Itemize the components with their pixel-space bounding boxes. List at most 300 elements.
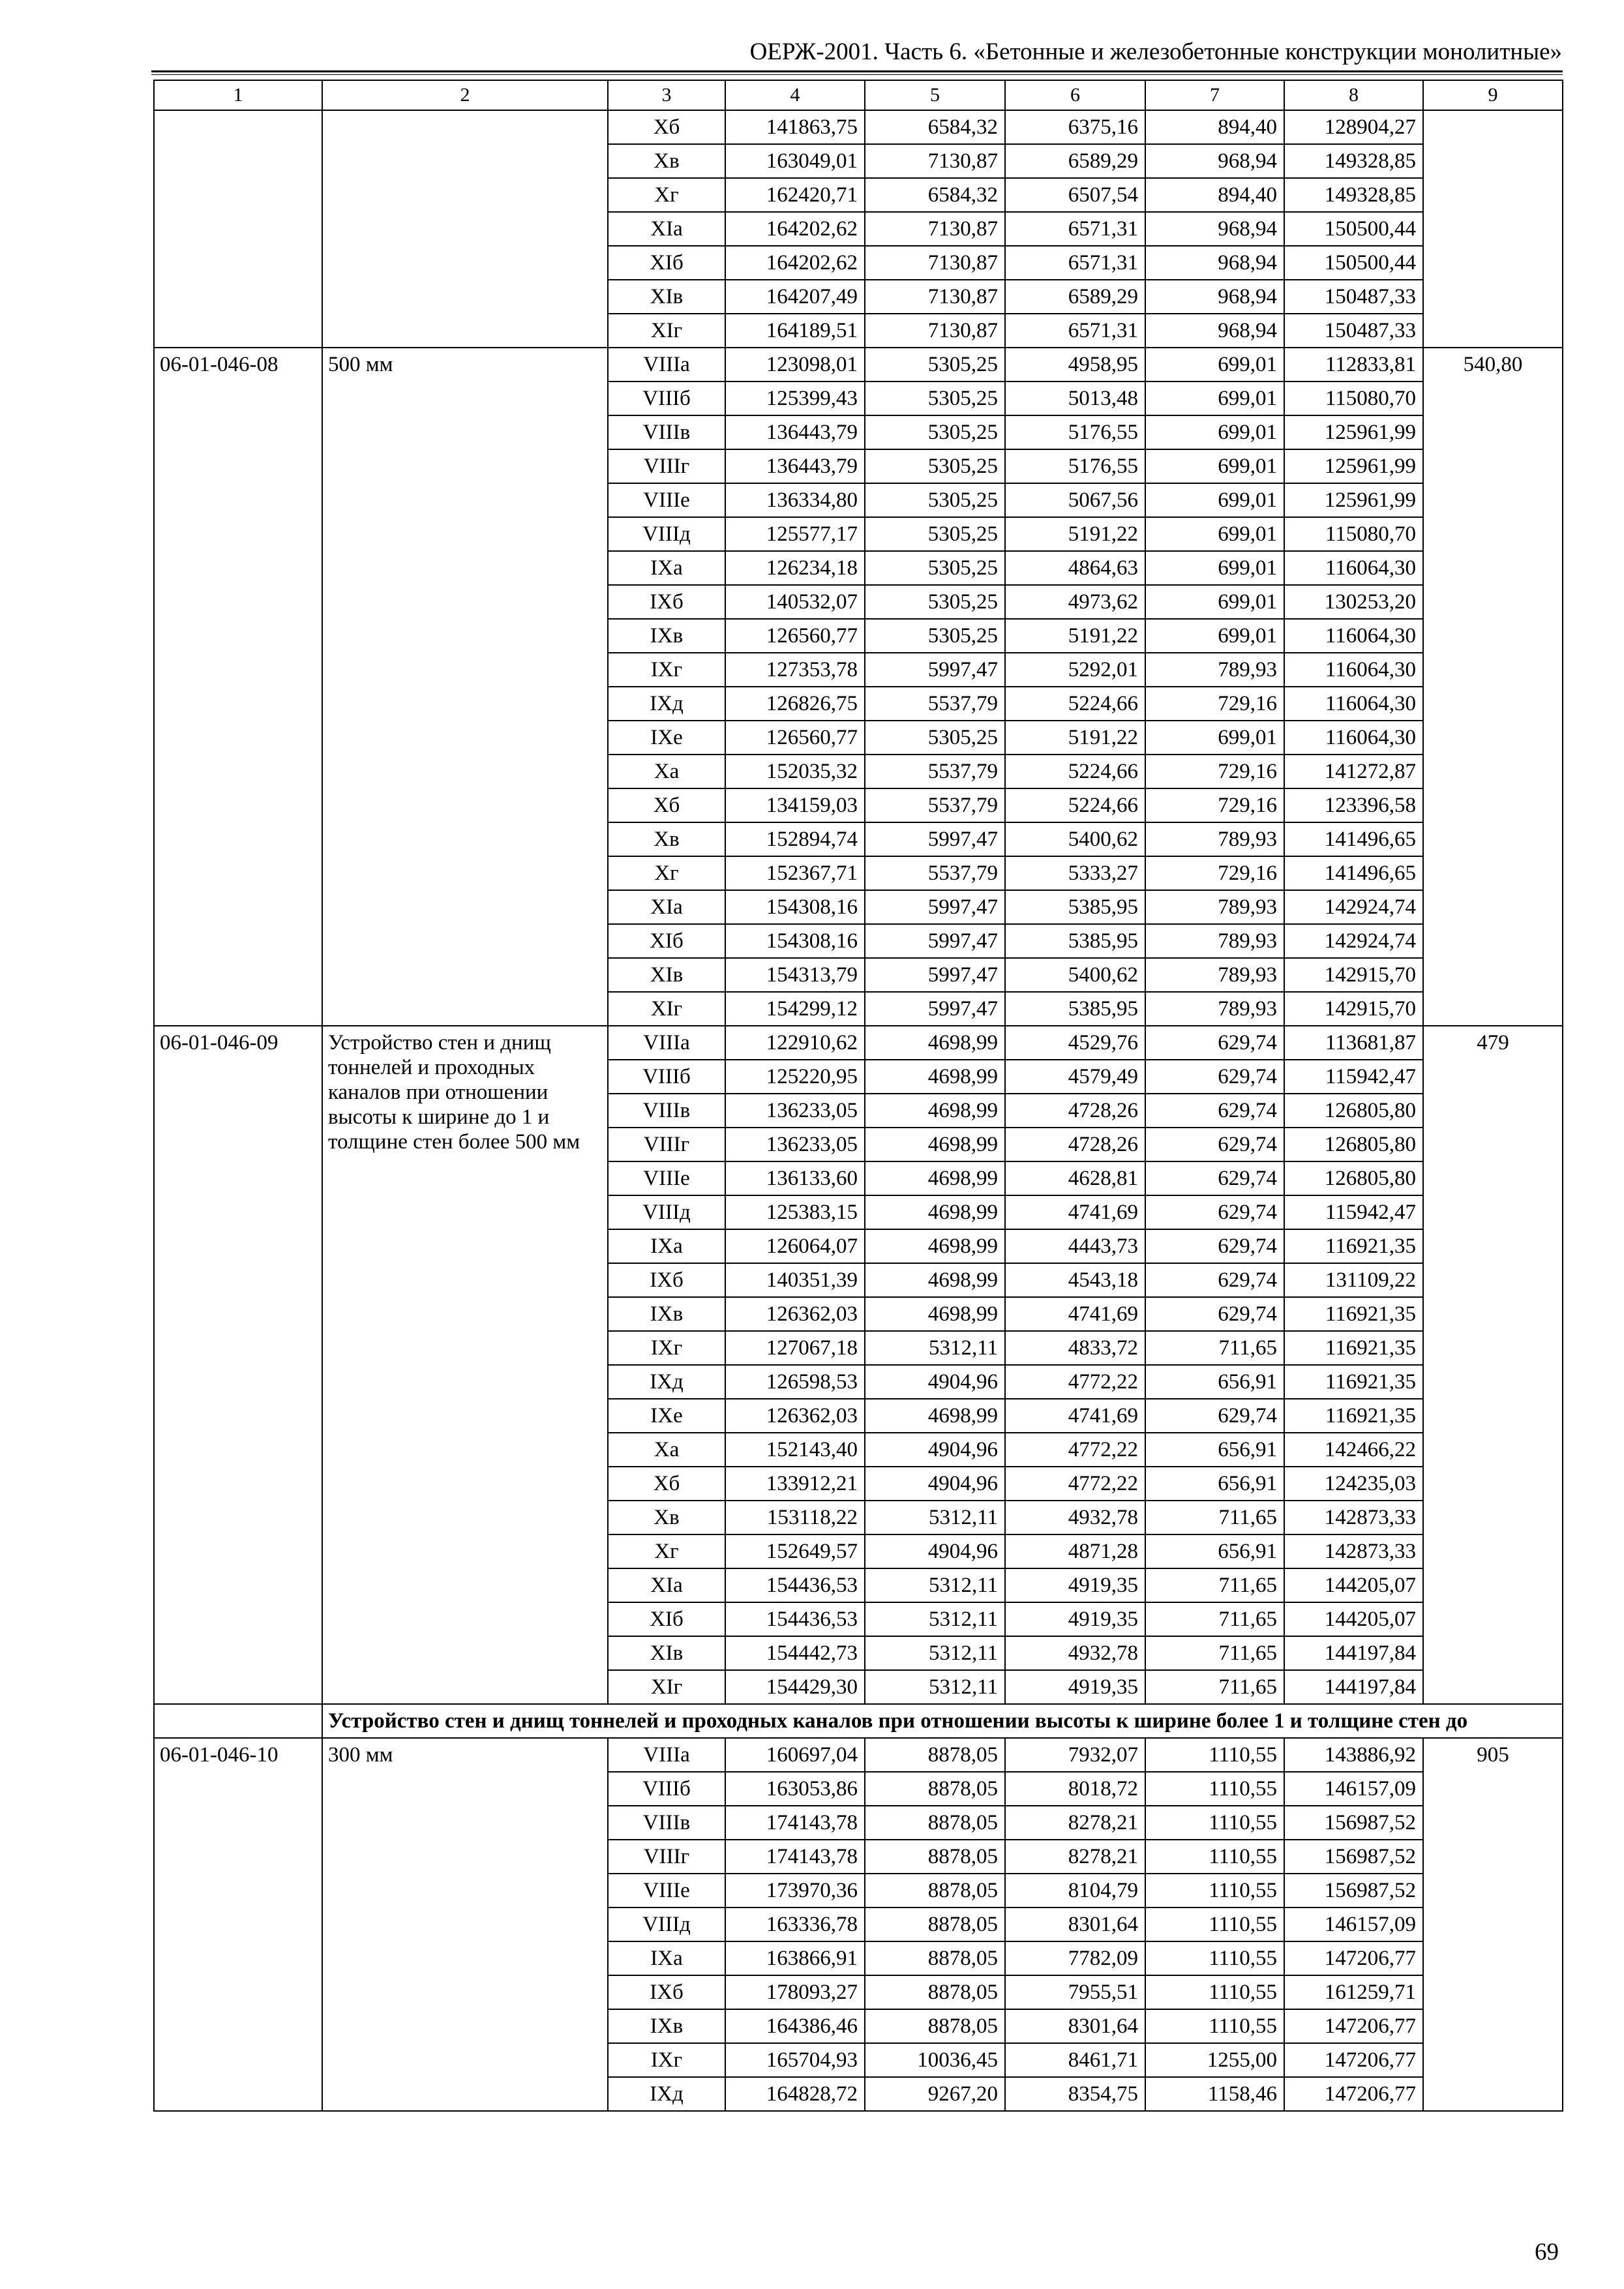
total-cost-cell: 173970,36 [725,1874,865,1908]
machinist-wages-cell: 789,93 [1145,653,1284,687]
machinist-wages-cell: 699,01 [1145,517,1284,551]
table-row [154,110,1563,144]
column-number: 9 [1423,80,1563,110]
wages-cell: 5997,47 [865,890,1005,924]
materials-cell: 147206,77 [1284,1941,1423,1975]
section-empty-cell [154,1704,322,1738]
wages-cell: 9267,20 [865,2077,1005,2111]
column-number-row [154,80,1563,110]
total-cost-cell: 164202,62 [725,246,865,280]
zone-cell: Хв [608,1501,725,1534]
running-header: ОЕРЖ-2001. Часть 6. «Бетонные и железобетонные конструкции монолитные» [749,38,1562,65]
machinist-wages-cell: 711,65 [1145,1602,1284,1636]
total-cost-cell: 125399,43 [725,382,865,415]
total-cost-cell: 125220,95 [725,1060,865,1094]
total-cost-cell: 163049,01 [725,144,865,178]
total-cost-cell: 134159,03 [725,788,865,822]
machines-cell: 7782,09 [1005,1941,1145,1975]
total-cost-cell: 154436,53 [725,1568,865,1602]
materials-cell: 116064,30 [1284,687,1423,721]
total-cost-cell: 136233,05 [725,1128,865,1161]
zone-cell: IХа [608,1941,725,1975]
machinist-wages-cell: 629,74 [1145,1161,1284,1195]
zone-cell: Хб [608,110,725,144]
machines-cell: 8104,79 [1005,1874,1145,1908]
machinist-wages-cell: 711,65 [1145,1331,1284,1365]
zone-cell: Хв [608,822,725,856]
machinist-wages-cell: 1110,55 [1145,1941,1284,1975]
total-cost-cell: 174143,78 [725,1840,865,1874]
machinist-wages-cell: 656,91 [1145,1534,1284,1568]
materials-cell: 126805,80 [1284,1161,1423,1195]
rate-code: 06-01-046-08 [154,348,322,1026]
total-cost-cell: 136233,05 [725,1094,865,1128]
total-cost-cell: 154308,16 [725,924,865,958]
machinist-wages-cell: 699,01 [1145,721,1284,755]
zone-cell: IХв [608,2009,725,2043]
wages-cell: 5312,11 [865,1636,1005,1670]
total-cost-cell: 164207,49 [725,280,865,314]
materials-cell: 146157,09 [1284,1772,1423,1806]
materials-cell: 131109,22 [1284,1263,1423,1297]
machines-cell: 4741,69 [1005,1399,1145,1433]
total-cost-cell: 126826,75 [725,687,865,721]
wages-cell: 4904,96 [865,1433,1005,1467]
total-cost-cell: 126064,07 [725,1229,865,1263]
zone-cell: VIIIг [608,1840,725,1874]
wages-cell: 4698,99 [865,1229,1005,1263]
machinist-wages-cell: 789,93 [1145,992,1284,1026]
materials-cell: 143886,92 [1284,1738,1423,1772]
total-cost-cell: 127353,78 [725,653,865,687]
machinist-wages-cell: 711,65 [1145,1670,1284,1704]
total-cost-cell: 163866,91 [725,1941,865,1975]
zone-cell: VIIIв [608,1806,725,1840]
machines-cell: 8278,21 [1005,1806,1145,1840]
total-cost-cell: 123098,01 [725,348,865,382]
total-cost-cell: 154436,53 [725,1602,865,1636]
wages-cell: 5305,25 [865,619,1005,653]
wages-cell: 5312,11 [865,1602,1005,1636]
rate-code: 06-01-046-10 [154,1738,322,2111]
section-title: Устройство стен и днищ тоннелей и проходных каналов при отношении высоты к ширине более 1 и толщине стен до [322,1704,1563,1738]
machines-cell: 4833,72 [1005,1331,1145,1365]
materials-cell: 142915,70 [1284,958,1423,992]
zone-cell: IХг [608,1331,725,1365]
machines-cell: 5191,22 [1005,517,1145,551]
total-cost-cell: 125383,15 [725,1195,865,1229]
machinist-wages-cell: 1110,55 [1145,1840,1284,1874]
materials-cell: 116064,30 [1284,619,1423,653]
machines-cell: 4772,22 [1005,1365,1145,1399]
total-cost-cell: 152894,74 [725,822,865,856]
machines-cell: 4628,81 [1005,1161,1145,1195]
zone-cell: VIIIв [608,1094,725,1128]
labor-cost-cell: 905 [1423,1738,1563,2111]
wages-cell: 5312,11 [865,1331,1005,1365]
machinist-wages-cell: 789,93 [1145,822,1284,856]
zone-cell: VIIIб [608,1060,725,1094]
wages-cell: 5312,11 [865,1501,1005,1534]
machines-cell: 4973,62 [1005,585,1145,619]
materials-cell: 142873,33 [1284,1501,1423,1534]
machines-cell: 4443,73 [1005,1229,1145,1263]
materials-cell: 116921,35 [1284,1331,1423,1365]
materials-cell: 161259,71 [1284,1975,1423,2009]
wages-cell: 5312,11 [865,1568,1005,1602]
wages-cell: 5305,25 [865,551,1005,585]
rates-table [153,80,1563,2112]
zone-cell: IХб [608,585,725,619]
machines-cell: 4772,22 [1005,1467,1145,1501]
wages-cell: 8878,05 [865,1941,1005,1975]
zone-cell: ХIб [608,924,725,958]
machinist-wages-cell: 711,65 [1145,1568,1284,1602]
machines-cell: 4919,35 [1005,1670,1145,1704]
wages-cell: 5305,25 [865,415,1005,449]
machinist-wages-cell: 629,74 [1145,1128,1284,1161]
total-cost-cell: 126598,53 [725,1365,865,1399]
wages-cell: 8878,05 [865,1738,1005,1772]
wages-cell: 4904,96 [865,1534,1005,1568]
machinist-wages-cell: 1110,55 [1145,1908,1284,1941]
machines-cell: 4864,63 [1005,551,1145,585]
zone-cell: Хб [608,788,725,822]
total-cost-cell: 136334,80 [725,483,865,517]
total-cost-cell: 162420,71 [725,178,865,212]
column-number: 3 [608,80,725,110]
zone-cell: ХIа [608,1568,725,1602]
labor-cost-cell: 479 [1423,1026,1563,1704]
materials-cell: 116064,30 [1284,551,1423,585]
machines-cell: 4741,69 [1005,1297,1145,1331]
zone-cell: IХд [608,1365,725,1399]
materials-cell: 156987,52 [1284,1806,1423,1840]
materials-cell: 141496,65 [1284,856,1423,890]
materials-cell: 116921,35 [1284,1297,1423,1331]
zone-cell: Ха [608,755,725,788]
wages-cell: 5537,79 [865,856,1005,890]
machines-cell: 4958,95 [1005,348,1145,382]
labor-cost-cell: 540,80 [1423,348,1563,1026]
wages-cell: 5305,25 [865,721,1005,755]
zone-cell: VIIIе [608,483,725,517]
total-cost-cell: 154308,16 [725,890,865,924]
wages-cell: 5305,25 [865,517,1005,551]
total-cost-cell: 153118,22 [725,1501,865,1534]
materials-cell: 150487,33 [1284,280,1423,314]
machines-cell: 6375,16 [1005,110,1145,144]
wages-cell: 5312,11 [865,1670,1005,1704]
zone-cell: IХб [608,1975,725,2009]
machines-cell: 6571,31 [1005,314,1145,348]
zone-cell: VIIIе [608,1161,725,1195]
machinist-wages-cell: 729,16 [1145,687,1284,721]
materials-cell: 144205,07 [1284,1602,1423,1636]
machinist-wages-cell: 699,01 [1145,551,1284,585]
machinist-wages-cell: 1255,00 [1145,2043,1284,2077]
machines-cell: 6589,29 [1005,144,1145,178]
total-cost-cell: 136133,60 [725,1161,865,1195]
total-cost-cell: 126234,18 [725,551,865,585]
machines-cell: 4932,78 [1005,1501,1145,1534]
materials-cell: 150500,44 [1284,212,1423,246]
zone-cell: ХIа [608,890,725,924]
machinist-wages-cell: 629,74 [1145,1060,1284,1094]
machinist-wages-cell: 629,74 [1145,1026,1284,1060]
machines-cell: 5333,27 [1005,856,1145,890]
wages-cell: 6584,32 [865,110,1005,144]
materials-cell: 116064,30 [1284,721,1423,755]
machinist-wages-cell: 656,91 [1145,1433,1284,1467]
machinist-wages-cell: 789,93 [1145,890,1284,924]
table-row [154,348,1563,382]
machinist-wages-cell: 968,94 [1145,314,1284,348]
wages-cell: 4904,96 [865,1365,1005,1399]
zone-cell: VIIIб [608,382,725,415]
machines-cell: 8301,64 [1005,1908,1145,1941]
column-number: 5 [865,80,1005,110]
zone-cell: Ха [608,1433,725,1467]
materials-cell: 150500,44 [1284,246,1423,280]
machines-cell: 7932,07 [1005,1738,1145,1772]
wages-cell: 5997,47 [865,822,1005,856]
wages-cell: 5305,25 [865,382,1005,415]
machinist-wages-cell: 699,01 [1145,382,1284,415]
zone-cell: VIIIг [608,1128,725,1161]
machines-cell: 4579,49 [1005,1060,1145,1094]
machinist-wages-cell: 656,91 [1145,1467,1284,1501]
total-cost-cell: 164189,51 [725,314,865,348]
materials-cell: 147206,77 [1284,2043,1423,2077]
machines-cell: 6571,31 [1005,246,1145,280]
machinist-wages-cell: 699,01 [1145,483,1284,517]
zone-cell: VIIIб [608,1772,725,1806]
total-cost-cell: 126560,77 [725,721,865,755]
machinist-wages-cell: 968,94 [1145,212,1284,246]
zone-cell: Хг [608,1534,725,1568]
zone-cell: ХIа [608,212,725,246]
zone-cell: ХIг [608,314,725,348]
wages-cell: 4698,99 [865,1195,1005,1229]
materials-cell: 125961,99 [1284,449,1423,483]
machinist-wages-cell: 629,74 [1145,1399,1284,1433]
total-cost-cell: 178093,27 [725,1975,865,2009]
zone-cell: IХе [608,721,725,755]
total-cost-cell: 126362,03 [725,1399,865,1433]
machinist-wages-cell: 1110,55 [1145,1806,1284,1840]
wages-cell: 4698,99 [865,1128,1005,1161]
machines-cell: 5013,48 [1005,382,1145,415]
materials-cell: 125961,99 [1284,483,1423,517]
total-cost-cell: 152367,71 [725,856,865,890]
machines-cell: 4741,69 [1005,1195,1145,1229]
wages-cell: 5305,25 [865,585,1005,619]
wages-cell: 4698,99 [865,1263,1005,1297]
wages-cell: 5305,25 [865,449,1005,483]
machinist-wages-cell: 1110,55 [1145,1772,1284,1806]
rate-description [322,110,608,348]
materials-cell: 147206,77 [1284,2077,1423,2111]
machines-cell: 5067,56 [1005,483,1145,517]
materials-cell: 115080,70 [1284,517,1423,551]
zone-cell: VIIIа [608,348,725,382]
materials-cell: 141496,65 [1284,822,1423,856]
machinist-wages-cell: 968,94 [1145,280,1284,314]
machines-cell: 4772,22 [1005,1433,1145,1467]
zone-cell: IХд [608,687,725,721]
machines-cell: 5385,95 [1005,992,1145,1026]
total-cost-cell: 154429,30 [725,1670,865,1704]
materials-cell: 124235,03 [1284,1467,1423,1501]
wages-cell: 8878,05 [865,1908,1005,1941]
machinist-wages-cell: 629,74 [1145,1263,1284,1297]
table-row [154,1026,1563,1060]
materials-cell: 115080,70 [1284,382,1423,415]
zone-cell: VIIIг [608,449,725,483]
machines-cell: 5385,95 [1005,924,1145,958]
total-cost-cell: 122910,62 [725,1026,865,1060]
wages-cell: 5997,47 [865,958,1005,992]
wages-cell: 8878,05 [865,1975,1005,2009]
wages-cell: 7130,87 [865,212,1005,246]
wages-cell: 7130,87 [865,144,1005,178]
machinist-wages-cell: 894,40 [1145,110,1284,144]
machines-cell: 5224,66 [1005,788,1145,822]
machines-cell: 5224,66 [1005,755,1145,788]
total-cost-cell: 165704,93 [725,2043,865,2077]
machinist-wages-cell: 711,65 [1145,1636,1284,1670]
materials-cell: 112833,81 [1284,348,1423,382]
total-cost-cell: 136443,79 [725,449,865,483]
machinist-wages-cell: 729,16 [1145,788,1284,822]
machines-cell: 5176,55 [1005,415,1145,449]
wages-cell: 5537,79 [865,755,1005,788]
zone-cell: Хв [608,144,725,178]
wages-cell: 7130,87 [865,314,1005,348]
total-cost-cell: 136443,79 [725,415,865,449]
wages-cell: 8878,05 [865,1874,1005,1908]
materials-cell: 144197,84 [1284,1670,1423,1704]
total-cost-cell: 140532,07 [725,585,865,619]
machinist-wages-cell: 656,91 [1145,1365,1284,1399]
wages-cell: 8878,05 [865,1840,1005,1874]
total-cost-cell: 160697,04 [725,1738,865,1772]
total-cost-cell: 164386,46 [725,2009,865,2043]
rate-code [154,110,322,348]
header-rule [151,70,1563,72]
zone-cell: IХд [608,2077,725,2111]
zone-cell: ХIв [608,1636,725,1670]
zone-cell: Хг [608,178,725,212]
zone-cell: ХIв [608,280,725,314]
total-cost-cell: 125577,17 [725,517,865,551]
materials-cell: 142466,22 [1284,1433,1423,1467]
machinist-wages-cell: 629,74 [1145,1229,1284,1263]
rate-description: Устройство стен и днищ тоннелей и проходных каналов при отношении высоты к ширине до 1 и толщине стен более 500 мм [322,1026,608,1704]
machines-cell: 6589,29 [1005,280,1145,314]
machinist-wages-cell: 629,74 [1145,1195,1284,1229]
materials-cell: 113681,87 [1284,1026,1423,1060]
machines-cell: 4529,76 [1005,1026,1145,1060]
page-number: 69 [1535,2239,1559,2266]
machinist-wages-cell: 1110,55 [1145,2009,1284,2043]
machines-cell: 5292,01 [1005,653,1145,687]
machines-cell: 6571,31 [1005,212,1145,246]
machinist-wages-cell: 629,74 [1145,1094,1284,1128]
machines-cell: 5400,62 [1005,822,1145,856]
machines-cell: 4543,18 [1005,1263,1145,1297]
materials-cell: 149328,85 [1284,178,1423,212]
zone-cell: ХIб [608,246,725,280]
materials-cell: 126805,80 [1284,1128,1423,1161]
machines-cell: 4919,35 [1005,1602,1145,1636]
zone-cell: IХг [608,653,725,687]
materials-cell: 156987,52 [1284,1874,1423,1908]
zone-cell: VIIIе [608,1874,725,1908]
machines-cell: 8018,72 [1005,1772,1145,1806]
total-cost-cell: 140351,39 [725,1263,865,1297]
machines-cell: 4919,35 [1005,1568,1145,1602]
machinist-wages-cell: 1158,46 [1145,2077,1284,2111]
total-cost-cell: 154299,12 [725,992,865,1026]
wages-cell: 7130,87 [865,280,1005,314]
zone-cell: VIIIа [608,1026,725,1060]
wages-cell: 5537,79 [865,788,1005,822]
wages-cell: 8878,05 [865,2009,1005,2043]
materials-cell: 147206,77 [1284,2009,1423,2043]
machinist-wages-cell: 699,01 [1145,619,1284,653]
zone-cell: ХIг [608,992,725,1026]
wages-cell: 4904,96 [865,1467,1005,1501]
zone-cell: IХв [608,619,725,653]
machines-cell: 5191,22 [1005,721,1145,755]
zone-cell: ХIб [608,1602,725,1636]
wages-cell: 4698,99 [865,1297,1005,1331]
wages-cell: 4698,99 [865,1060,1005,1094]
wages-cell: 5997,47 [865,653,1005,687]
labor-cost-cell [1423,110,1563,348]
total-cost-cell: 152649,57 [725,1534,865,1568]
machinist-wages-cell: 699,01 [1145,449,1284,483]
materials-cell: 150487,33 [1284,314,1423,348]
zone-cell: VIIIа [608,1738,725,1772]
materials-cell: 144205,07 [1284,1568,1423,1602]
materials-cell: 116064,30 [1284,653,1423,687]
materials-cell: 142873,33 [1284,1534,1423,1568]
machines-cell: 5400,62 [1005,958,1145,992]
machines-cell: 5191,22 [1005,619,1145,653]
wages-cell: 5997,47 [865,924,1005,958]
zone-cell: Хг [608,856,725,890]
machinist-wages-cell: 789,93 [1145,924,1284,958]
materials-cell: 125961,99 [1284,415,1423,449]
total-cost-cell: 163053,86 [725,1772,865,1806]
total-cost-cell: 133912,21 [725,1467,865,1501]
zone-cell: IХв [608,1297,725,1331]
machines-cell: 8278,21 [1005,1840,1145,1874]
machines-cell: 8461,71 [1005,2043,1145,2077]
machinist-wages-cell: 711,65 [1145,1501,1284,1534]
column-number: 2 [322,80,608,110]
materials-cell: 156987,52 [1284,1840,1423,1874]
machinist-wages-cell: 1110,55 [1145,1975,1284,2009]
total-cost-cell: 174143,78 [725,1806,865,1840]
wages-cell: 4698,99 [865,1161,1005,1195]
materials-cell: 149328,85 [1284,144,1423,178]
machinist-wages-cell: 789,93 [1145,958,1284,992]
column-number: 4 [725,80,865,110]
